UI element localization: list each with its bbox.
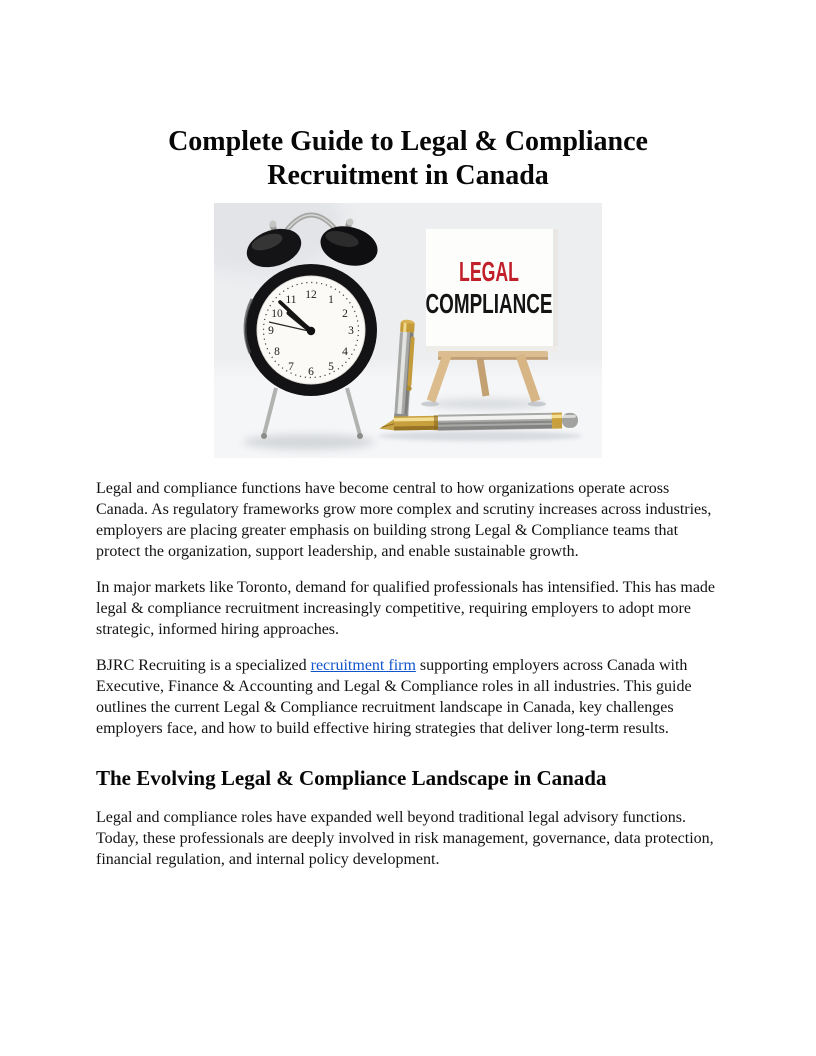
paragraph-toronto-demand: In major markets like Toronto, demand for qualified professionals has intensified. This has made legal & compliance recruitment increasingly competitive, requiring employers to adopt more strategic, informed hiring approaches. xyxy=(96,579,716,638)
easel-foot-shadow-right xyxy=(528,402,546,407)
pen-cap-gold-highlight xyxy=(403,323,407,332)
easel-tray-shadow xyxy=(438,357,548,360)
page-title: Complete Guide to Legal & Compliance Recruitment in Canada xyxy=(168,126,648,191)
bell-knob-left xyxy=(270,221,277,228)
bell-knob-right xyxy=(347,219,354,226)
paragraph-intro: Legal and compliance functions have become central to how organizations operate across Canada. As regulatory frameworks grow more complex and scrutiny increases across industries, employers are placing greater emphasis on building strong Legal & Compliance teams that protect the organization, support leadership, and enable sustainable growth. xyxy=(96,480,712,560)
canvas-word-legal: LEGAL xyxy=(459,256,519,287)
clock-numeral-2: 2 xyxy=(342,308,348,320)
pen-tail-band-highlight xyxy=(552,415,562,419)
clock-numeral-7: 7 xyxy=(288,361,294,373)
canvas-word-compliance: COMPLIANCE xyxy=(425,288,553,319)
pen-cap-gold-band xyxy=(400,323,415,333)
clock-hub xyxy=(307,327,315,335)
pen-grip-shade xyxy=(394,426,438,431)
clock-numeral-8: 8 xyxy=(274,346,280,358)
hero-image-illustration xyxy=(214,203,602,458)
clock-numeral-1: 1 xyxy=(328,294,334,306)
easel-shadow xyxy=(428,399,544,409)
clock-numeral-4: 4 xyxy=(342,346,348,358)
easel-foot-shadow-left xyxy=(421,402,439,407)
clock-numeral-10: 10 xyxy=(271,308,283,320)
clock-numeral-6: 6 xyxy=(308,366,314,378)
pen-shadow xyxy=(378,431,582,441)
section-heading-evolving-landscape: The Evolving Legal & Compliance Landscape in Canada xyxy=(96,766,607,790)
paragraph-bjrc xyxy=(96,655,720,739)
clock-numeral-3: 3 xyxy=(348,325,354,337)
clock-numeral-5: 5 xyxy=(328,361,334,373)
clock-numeral-12: 12 xyxy=(305,289,317,301)
paragraph-bjrc-after-link: supporting employers across Canada with Executive, Finance & Accounting and Legal & Compliance roles in all industries. This guide outlines the current Legal & Compliance recruitment landscape in Canada, key challenges employers face, and how to build effective hiring strategies that deliver long-term results. xyxy=(96,657,692,737)
paragraph-landscape: Legal and compliance roles have expanded well beyond traditional legal advisory functions. Today, these professionals are deeply involved in risk management, governance, data protection, financial regulation, and internal policy development. xyxy=(96,809,714,868)
clock-foot-right xyxy=(357,433,363,439)
clock-foot-left xyxy=(261,433,267,439)
pen-tail-highlight xyxy=(562,415,576,418)
pen-grip-ring xyxy=(434,415,438,430)
hero-image xyxy=(214,203,602,458)
clock-numeral-11: 11 xyxy=(285,294,297,306)
canvas-side-edge xyxy=(553,229,558,352)
paragraph-bjrc-before-link: BJRC Recruiting is a specialized xyxy=(96,657,311,674)
clock-numeral-9: 9 xyxy=(268,325,274,337)
recruitment-firm-link[interactable]: recruitment firm xyxy=(310,657,416,674)
compliance-canvas xyxy=(426,229,559,352)
